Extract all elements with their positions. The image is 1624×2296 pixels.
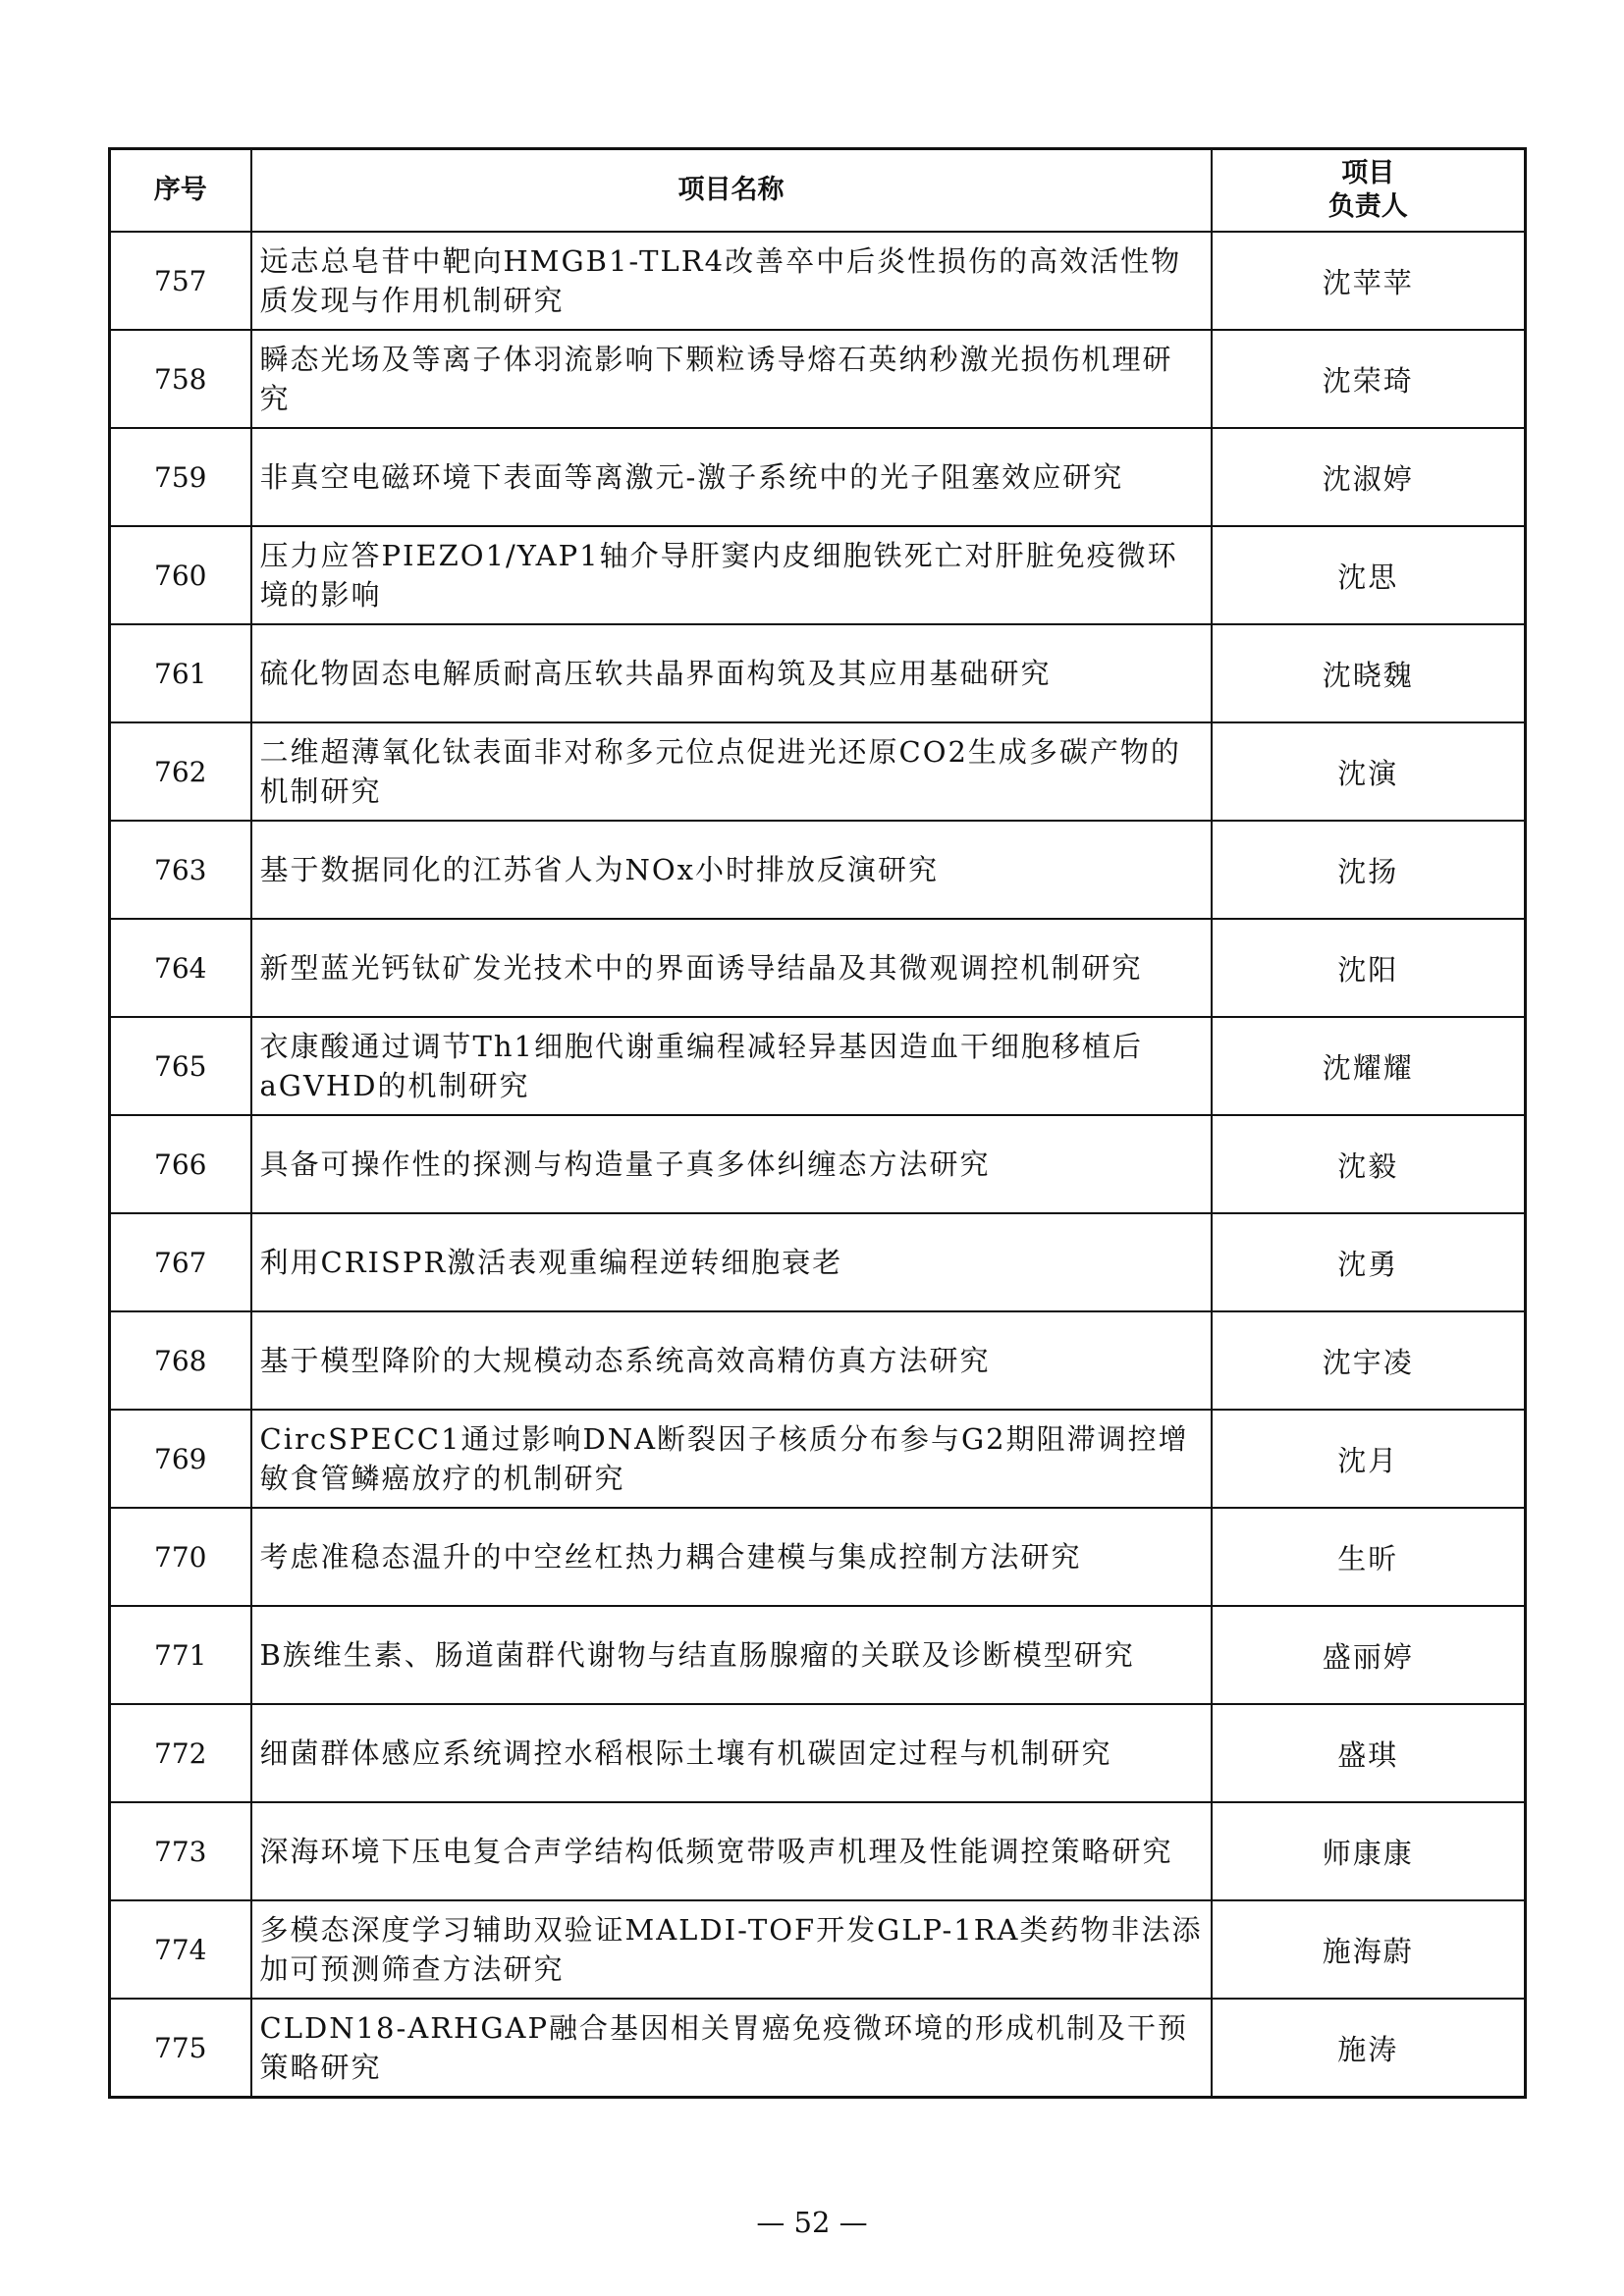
project-name: 压力应答PIEZO1/YAP1轴介导肝窦内皮细胞铁死亡对肝脏免疫微环境的影响 [251, 526, 1212, 624]
row-number: 768 [110, 1311, 251, 1410]
table-row [110, 722, 1526, 821]
table-row [110, 1410, 1526, 1508]
project-leader: 沈苹苹 [1212, 232, 1526, 330]
row-number: 767 [110, 1213, 251, 1311]
table-header [110, 149, 1526, 233]
project-leader: 沈思 [1212, 526, 1526, 624]
row-number: 769 [110, 1410, 251, 1508]
project-leader: 盛琪 [1212, 1704, 1526, 1802]
project-name: 新型蓝光钙钛矿发光技术中的界面诱导结晶及其微观调控机制研究 [251, 919, 1212, 1017]
row-number: 760 [110, 526, 251, 624]
row-number: 758 [110, 330, 251, 428]
header-row [110, 149, 1526, 233]
project-name: 细菌群体感应系统调控水稻根际土壤有机碳固定过程与机制研究 [251, 1704, 1212, 1802]
page-number: — 52 — [756, 2206, 868, 2239]
table-row [110, 232, 1526, 330]
header-lead-line2: 负责人 [1327, 191, 1408, 222]
table-row [110, 919, 1526, 1017]
table-row [110, 428, 1526, 526]
project-name: 远志总皂苷中靶向HMGB1-TLR4改善卒中后炎性损伤的高效活性物质发现与作用机制研究 [251, 232, 1212, 330]
project-leader: 沈勇 [1212, 1213, 1526, 1311]
project-leader: 沈毅 [1212, 1115, 1526, 1213]
project-leader: 沈淑婷 [1212, 428, 1526, 526]
row-number: 774 [110, 1900, 251, 1999]
row-number: 773 [110, 1802, 251, 1900]
table-row [110, 1115, 1526, 1213]
table-row [110, 821, 1526, 919]
project-name: 瞬态光场及等离子体羽流影响下颗粒诱导熔石英纳秒激光损伤机理研究 [251, 330, 1212, 428]
table-row [110, 526, 1526, 624]
project-name: 利用CRISPR激活表观重编程逆转细胞衰老 [251, 1213, 1212, 1311]
row-number: 772 [110, 1704, 251, 1802]
row-number: 775 [110, 1999, 251, 2098]
project-name: 基于模型降阶的大规模动态系统高效高精仿真方法研究 [251, 1311, 1212, 1410]
project-leader: 沈扬 [1212, 821, 1526, 919]
project-leader: 沈荣琦 [1212, 330, 1526, 428]
project-table [108, 147, 1527, 2099]
row-number: 763 [110, 821, 251, 919]
project-name: 衣康酸通过调节Th1细胞代谢重编程减轻异基因造血干细胞移植后aGVHD的机制研究 [251, 1017, 1212, 1115]
table-row [110, 1999, 1526, 2098]
table-body [110, 232, 1526, 2098]
project-name: 深海环境下压电复合声学结构低频宽带吸声机理及性能调控策略研究 [251, 1802, 1212, 1900]
row-number: 770 [110, 1508, 251, 1606]
project-leader: 沈晓魏 [1212, 624, 1526, 722]
row-number: 771 [110, 1606, 251, 1704]
table-row [110, 330, 1526, 428]
project-leader: 施海蔚 [1212, 1900, 1526, 1999]
project-name: B族维生素、肠道菌群代谢物与结直肠腺瘤的关联及诊断模型研究 [251, 1606, 1212, 1704]
project-name: 多模态深度学习辅助双验证MALDI-TOF开发GLP-1RA类药物非法添加可预测筛查方法研究 [251, 1900, 1212, 1999]
row-number: 764 [110, 919, 251, 1017]
table-row [110, 1311, 1526, 1410]
project-name: 二维超薄氧化钛表面非对称多元位点促进光还原CO2生成多碳产物的机制研究 [251, 722, 1212, 821]
project-leader: 沈阳 [1212, 919, 1526, 1017]
row-number: 757 [110, 232, 251, 330]
table-row [110, 1704, 1526, 1802]
header-no: 序号 [110, 149, 251, 233]
project-name: 非真空电磁环境下表面等离激元-激子系统中的光子阻塞效应研究 [251, 428, 1212, 526]
table-row [110, 1017, 1526, 1115]
project-name: CLDN18-ARHGAP融合基因相关胃癌免疫微环境的形成机制及干预策略研究 [251, 1999, 1212, 2098]
header-name: 项目名称 [251, 149, 1212, 233]
project-leader: 沈月 [1212, 1410, 1526, 1508]
row-number: 759 [110, 428, 251, 526]
row-number: 761 [110, 624, 251, 722]
table-row [110, 1508, 1526, 1606]
row-number: 765 [110, 1017, 251, 1115]
table-row [110, 1213, 1526, 1311]
project-leader: 沈耀耀 [1212, 1017, 1526, 1115]
project-name: 硫化物固态电解质耐高压软共晶界面构筑及其应用基础研究 [251, 624, 1212, 722]
project-leader: 施涛 [1212, 1999, 1526, 2098]
project-name: CircSPECC1通过影响DNA断裂因子核质分布参与G2期阻滞调控增敏食管鳞癌放疗的机制研究 [251, 1410, 1212, 1508]
table-row [110, 1802, 1526, 1900]
project-leader: 师康康 [1212, 1802, 1526, 1900]
table-row [110, 624, 1526, 722]
header-lead-line1: 项目 [1341, 158, 1395, 188]
header-lead [1212, 149, 1526, 233]
row-number: 766 [110, 1115, 251, 1213]
project-leader: 沈演 [1212, 722, 1526, 821]
project-table-container [108, 147, 1524, 2099]
project-name: 基于数据同化的江苏省人为NOx小时排放反演研究 [251, 821, 1212, 919]
table-row [110, 1606, 1526, 1704]
project-name: 具备可操作性的探测与构造量子真多体纠缠态方法研究 [251, 1115, 1212, 1213]
row-number: 762 [110, 722, 251, 821]
table-row [110, 1900, 1526, 1999]
project-leader: 生昕 [1212, 1508, 1526, 1606]
project-leader: 盛丽婷 [1212, 1606, 1526, 1704]
project-leader: 沈宇凌 [1212, 1311, 1526, 1410]
project-name: 考虑准稳态温升的中空丝杠热力耦合建模与集成控制方法研究 [251, 1508, 1212, 1606]
